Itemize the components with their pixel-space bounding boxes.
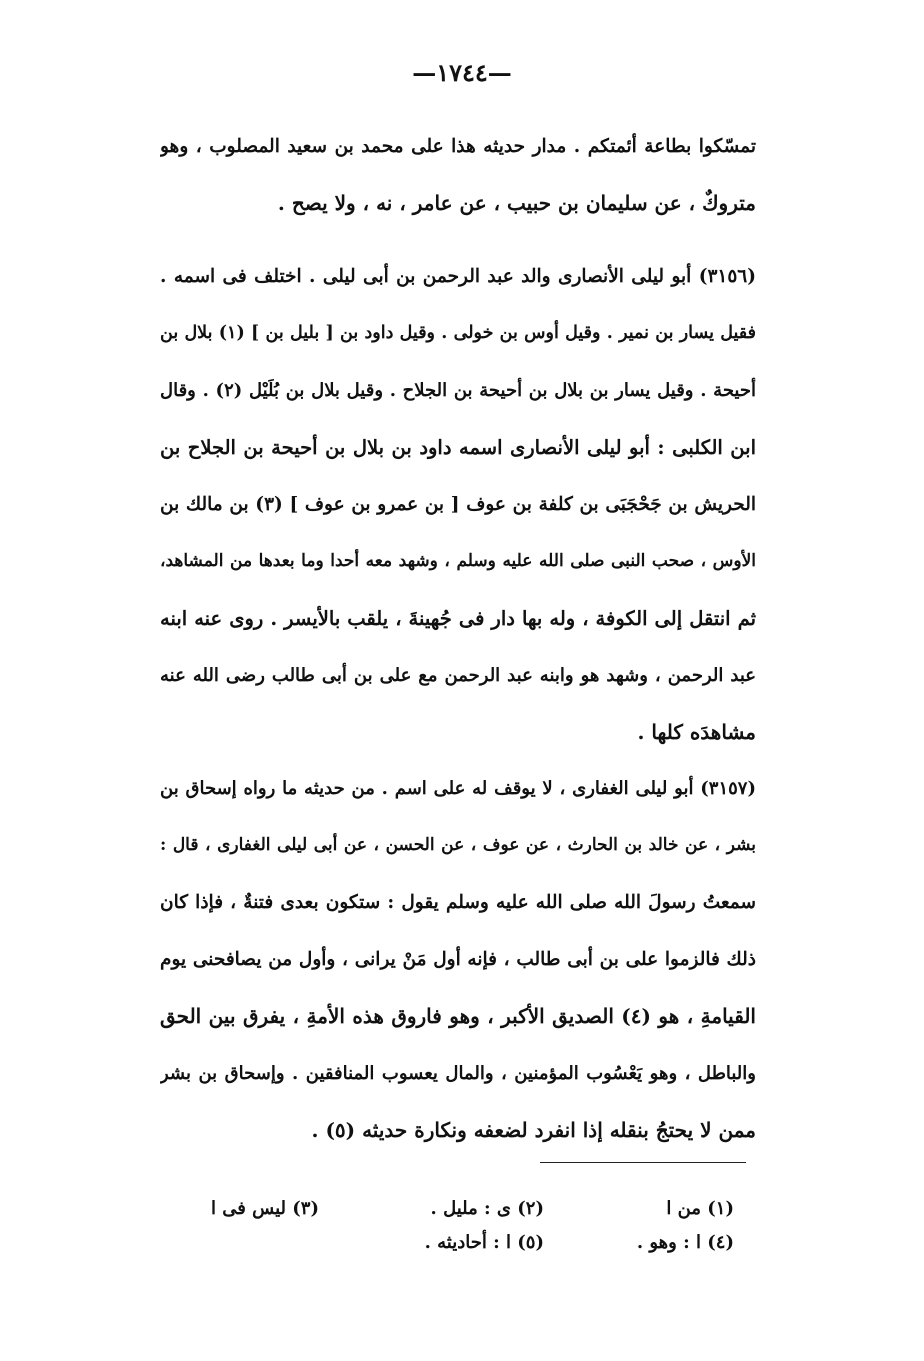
- text-line: ممن لا يحتجُ بنقله إذا انفرد لضعفه ونكارة حديثه (٥) .: [311, 1118, 756, 1142]
- text-line: ثم انتقل إلى الكوفة ، وله بها دار فى جُهينةَ ، يلقب بالأيسر . روى عنه ابنه: [160, 607, 756, 630]
- footnote-5: (٥) ا : أحاديثه .: [424, 1232, 544, 1253]
- text-line: الأوس ، صحب النبى صلى الله عليه وسلم ، وشهد معه أحدا وما بعدها من المشاهد،: [160, 551, 756, 571]
- footnote-row: [194, 1192, 734, 1226]
- text-line: عبد الرحمن ، وشهد هو وابنه عبد الرحمن مع على بن أبى طالب رضى الله عنه: [160, 665, 756, 686]
- paragraph-continuation: [160, 118, 756, 232]
- text-line: ابن الكلبى : أبو ليلى الأنصارى اسمه داود بن بلال بن أحيحة بن الجلاح بن: [160, 436, 756, 459]
- text-line: الحريش بن جَحْجَبَى بن كلفة بن عوف [ بن عمرو بن عوف ] (٣) بن مالك بن: [160, 494, 756, 515]
- entry-3156: [160, 248, 756, 761]
- text-line: القيامةِ ، هو (٤) الصديق الأكبر ، وهو فاروق هذه الأمةِ ، يفرق بين الحق: [160, 1004, 756, 1028]
- entry-3157: [160, 760, 756, 1159]
- footnote-divider: [540, 1162, 746, 1163]
- footnotes: [194, 1192, 734, 1260]
- page-number: —١٧٤٤—: [412, 58, 512, 87]
- footnote-3: (٣) ليس فى ا: [211, 1198, 319, 1219]
- footnote-4: (٤) ا : وهو .: [636, 1232, 734, 1253]
- text-line: (٣١٥٦) أبو ليلى الأنصارى والد عبد الرحمن بن أبى ليلى . اختلف فى اسمه .: [160, 266, 756, 287]
- text-line: تمسّكوا بطاعة أئمتكم . مدار حديثه هذا على محمد بن سعيد المصلوب ، وهو: [160, 136, 756, 157]
- text-line: فقيل يسار بن نمير . وقيل أوس بن خولى . وقيل داود بن [ بليل بن ] (١) بلال بن: [160, 323, 756, 343]
- text-line: ذلك فالزموا على بن أبى طالب ، فإنه أول مَنْ يرانى ، وأول من يصافحنى يوم: [160, 949, 756, 970]
- text-line: مشاهدَه كلها .: [637, 720, 756, 744]
- text-line: بشر ، عن خالد بن الحارث ، عن عوف ، عن الحسن ، عن أبى ليلى الغفارى ، قال :: [160, 835, 756, 855]
- text-line: متروكٌ ، عن سليمان بن حبيب ، عن عامر ، نه ، ولا يصح .: [277, 191, 756, 215]
- text-line: أحيحة . وقيل يسار بن بلال بن أحيحة بن الجلاح . وقيل بلال بن بُلَيْل (٢) . وقال: [160, 380, 756, 401]
- text-line: سمعتُ رسولَ الله صلى الله عليه وسلم يقول : ستكون بعدى فتنةٌ ، فإذا كان: [160, 892, 756, 913]
- text-line: (٣١٥٧) أبو ليلى الغفارى ، لا يوقف له على اسم . من حديثه ما رواه إسحاق بن: [160, 778, 756, 799]
- footnote-row: [194, 1226, 734, 1260]
- text-line: والباطل ، وهو يَعْسُوب المؤمنين ، والمال يعسوب المنافقين . وإسحاق بن بشر: [160, 1063, 756, 1084]
- footnote-1: (١) من ا: [666, 1198, 734, 1219]
- footnote-2: (٢) ى : مليل .: [430, 1198, 544, 1219]
